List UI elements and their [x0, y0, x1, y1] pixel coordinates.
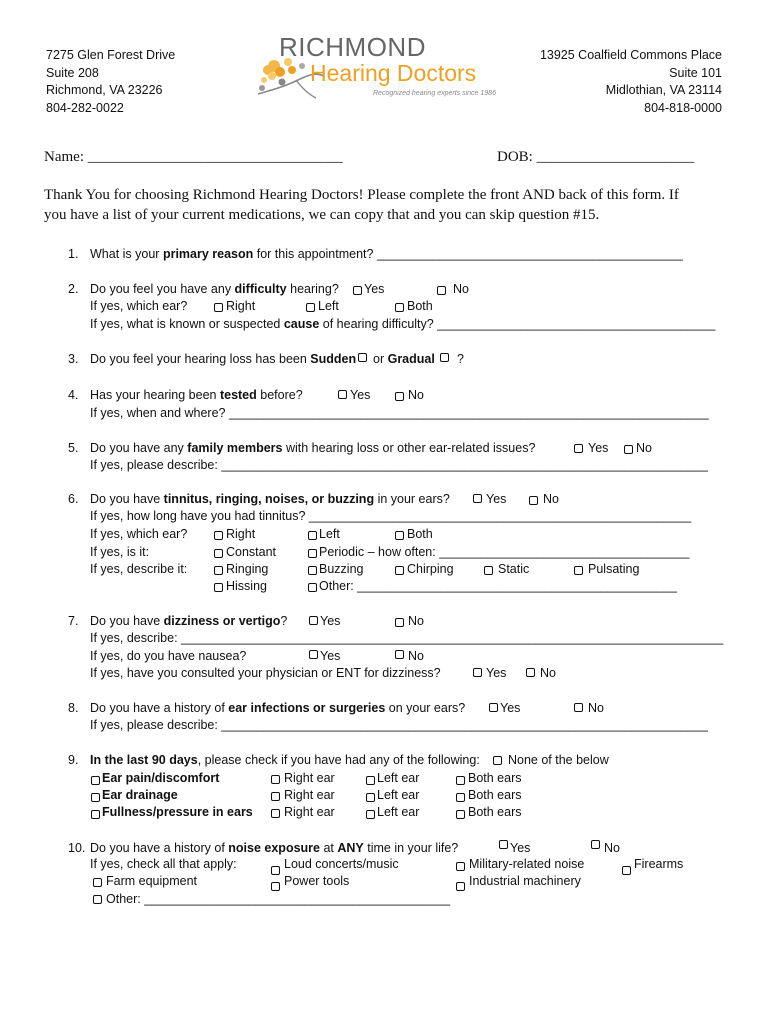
q5-yes-checkbox[interactable] — [574, 444, 583, 453]
q7-nausea-yes-label: Yes — [320, 649, 341, 663]
intro-line-2: you have a list of your current medications, we can copy that and you can skip question #15. — [44, 207, 600, 223]
q5-text — [90, 441, 535, 455]
q6-no-checkbox[interactable] — [529, 496, 538, 505]
q6-yes-checkbox[interactable] — [473, 494, 482, 503]
q9-none-checkbox[interactable] — [493, 756, 502, 765]
q8-text — [90, 701, 465, 715]
q7-consulted: If yes, have you consulted your physician or ENT for dizziness? — [90, 666, 441, 680]
q4-bold: tested — [219, 388, 257, 402]
q10-pre: Do you have a history of — [90, 841, 229, 855]
intro-line-1: Thank You for choosing Richmond Hearing Doctors! Please complete the front AND back of this form. If — [44, 187, 679, 203]
q6-hissing-checkbox[interactable] — [214, 583, 223, 592]
q2-left-label: Left — [318, 299, 339, 313]
q2-number: 2. — [68, 282, 79, 296]
right-address — [540, 47, 722, 117]
right-address-line: Midlothian, VA 23114 — [605, 83, 722, 97]
q2-text — [90, 282, 339, 296]
q9-ear-pain-right-label: Right ear — [284, 771, 335, 785]
q6-both-checkbox[interactable] — [395, 531, 404, 540]
q4-no-label: No — [408, 388, 424, 402]
q7-nausea-no-checkbox[interactable] — [395, 650, 404, 659]
right-address-line: Suite 101 — [669, 65, 722, 80]
q9-none-label: None of the below — [508, 753, 609, 767]
q9-fullness-left-label: Left ear — [377, 805, 420, 819]
q2-no-label: No — [453, 282, 469, 296]
q5-number: 5. — [68, 441, 79, 455]
q10-concerts-checkbox[interactable] — [271, 866, 280, 875]
q6-right-checkbox[interactable] — [214, 531, 223, 540]
q3-pre: Do you feel your hearing loss has been — [90, 352, 311, 366]
q10-no-checkbox[interactable] — [591, 840, 600, 849]
q5-no-label: No — [636, 441, 652, 455]
q3-sudden: Sudden — [310, 352, 357, 366]
q9-ear-pain-checkbox[interactable] — [91, 776, 100, 785]
q10-military-checkbox[interactable] — [456, 862, 465, 871]
q7-consulted-no-checkbox[interactable] — [526, 668, 535, 677]
q4-pre: Has your hearing been — [90, 388, 220, 402]
q8-yes-label: Yes — [500, 701, 521, 715]
q2-post: hearing? — [286, 282, 339, 296]
q6-static-checkbox[interactable] — [484, 566, 493, 575]
q4-number: 4. — [68, 388, 79, 402]
q2-which-ear: If yes, which ear? — [90, 299, 188, 313]
q2-yes-label: Yes — [364, 282, 385, 296]
q10-other-label[interactable]: Other: ____________________________________________ — [106, 892, 451, 906]
q7-number: 7. — [68, 614, 79, 628]
q9-ear-pain-both-checkbox[interactable] — [456, 776, 465, 785]
q7-text — [90, 614, 287, 628]
q7-nausea: If yes, do you have nausea? — [90, 649, 247, 663]
q4-yes-label: Yes — [350, 388, 371, 402]
q8-no-label: No — [588, 701, 604, 715]
q2-both-label: Both — [407, 299, 433, 313]
left-address-line: 804-282-0022 — [46, 100, 124, 115]
q9-text — [90, 753, 480, 767]
q6-ringing-checkbox[interactable] — [214, 566, 223, 575]
logo — [252, 30, 502, 105]
q6-describe-it: If yes, describe it: — [90, 562, 188, 576]
q7-yes-checkbox[interactable] — [309, 616, 318, 625]
q7-yes-label: Yes — [320, 614, 341, 628]
q3-mid: or — [373, 352, 388, 366]
dob-field[interactable]: DOB: _____________________ — [497, 149, 695, 165]
q9-fullness-both-label: Both ears — [468, 805, 522, 819]
q7-consulted-yes-label: Yes — [486, 666, 507, 680]
q6-constant-checkbox[interactable] — [214, 549, 223, 558]
q6-left-checkbox[interactable] — [308, 531, 317, 540]
q6-periodic-checkbox[interactable] — [308, 549, 317, 558]
q9-ear-pain-right-checkbox[interactable] — [271, 775, 280, 784]
q8-number: 8. — [68, 701, 79, 715]
q3-post: ? — [457, 352, 464, 366]
q1-bold: primary reason — [162, 247, 254, 261]
q6-pulsating-label: Pulsating — [588, 562, 640, 576]
q10-concerts-label: Loud concerts/music — [284, 857, 399, 871]
q10-industrial-label: Industrial machinery — [469, 874, 581, 888]
q2-both-checkbox[interactable] — [395, 303, 404, 312]
q8-post: on your ears? — [385, 701, 466, 715]
q3-gradual: Gradual — [387, 352, 435, 366]
q6-chirping-label: Chirping — [407, 562, 454, 576]
q1-post: for this appointment? ____________________________________________ — [253, 247, 683, 261]
logo-main-text: Hearing Doctors — [310, 60, 477, 86]
q10-bold1: noise exposure — [228, 841, 320, 855]
q9-fullness-label: Fullness/pressure in ears — [102, 805, 253, 819]
q10-farm-checkbox[interactable] — [93, 878, 102, 887]
q10-yes-checkbox[interactable] — [499, 840, 508, 849]
q10-military-label: Military-related noise — [469, 857, 585, 871]
q8-bold: ear infections or surgeries — [228, 701, 386, 715]
q2-cause-line[interactable] — [90, 317, 715, 331]
q6-left-label: Left — [319, 527, 340, 541]
q2-pre: Do you feel you have any — [90, 282, 235, 296]
q6-other-checkbox[interactable] — [308, 583, 317, 592]
q7-nausea-yes-checkbox[interactable] — [309, 650, 318, 659]
q6-buzzing-checkbox[interactable] — [308, 566, 317, 575]
right-address-line: 804-818-0000 — [644, 100, 722, 115]
q10-firearms-checkbox[interactable] — [622, 866, 631, 875]
q9-fullness-right-label: Right ear — [284, 805, 335, 819]
q6-pre: Do you have — [90, 492, 164, 506]
logo-tagline: Recognized hearing experts since 1986 — [373, 90, 496, 97]
q6-other-label[interactable]: Other: ______________________________________________ — [319, 579, 677, 593]
q9-drainage-both-checkbox[interactable] — [456, 793, 465, 802]
q5-no-checkbox[interactable] — [624, 445, 633, 454]
q6-ringing-label: Ringing — [226, 562, 269, 576]
q7-describe[interactable]: If yes, describe: ______________________________________________________________________________ — [90, 631, 724, 645]
q7-post: ? — [280, 614, 288, 628]
q9-bold: In the last 90 days — [90, 753, 198, 767]
q9-drainage-label: Ear drainage — [102, 788, 178, 802]
q5-describe[interactable]: If yes, please describe: ______________________________________________________________________ — [90, 458, 708, 472]
q9-fullness-right-checkbox[interactable] — [271, 809, 280, 818]
q2-no-checkbox[interactable] — [437, 286, 446, 295]
q6-text — [90, 492, 450, 506]
q6-periodic-label[interactable]: Periodic – how often: ____________________________________ — [319, 545, 690, 559]
q6-pulsating-checkbox[interactable] — [574, 566, 583, 575]
left-address-line: 7275 Glen Forest Drive — [46, 48, 176, 62]
q10-mid: at — [319, 841, 338, 855]
q5-pre: Do you have any — [90, 441, 188, 455]
left-address-line: Richmond, VA 23226 — [46, 83, 163, 97]
q10-number: 10. — [68, 841, 86, 855]
logo-top-text: RICHMOND — [279, 32, 426, 62]
q10-power-label: Power tools — [284, 874, 350, 888]
q7-nausea-no-label: No — [408, 649, 424, 663]
q7-consulted-no-label: No — [540, 666, 556, 680]
q2-bold: difficulty — [234, 282, 287, 296]
q4-text — [90, 388, 303, 402]
q2-yes-checkbox[interactable] — [353, 286, 362, 295]
q2-left-checkbox[interactable] — [306, 303, 315, 312]
q6-is-it: If yes, is it: — [90, 545, 150, 559]
q1-pre: What is your — [90, 247, 163, 261]
q6-bold: tinnitus, ringing, noises, or buzzing — [163, 492, 375, 506]
q9-drainage-right-label: Right ear — [284, 788, 335, 802]
q6-chirping-checkbox[interactable] — [395, 566, 404, 575]
q10-check-all: If yes, check all that apply: — [90, 857, 237, 871]
q9-drainage-checkbox[interactable] — [91, 793, 100, 802]
q3-sudden-checkbox[interactable] — [358, 353, 367, 362]
q7-no-label: No — [408, 614, 424, 628]
q4-no-checkbox[interactable] — [395, 392, 404, 401]
q2-cause-post: of hearing difficulty? ________________________________________ — [319, 317, 716, 331]
q8-pre: Do you have a history of — [90, 701, 229, 715]
q10-post: time in your life? — [363, 841, 459, 855]
q7-bold: dizziness or vertigo — [163, 614, 281, 628]
q6-buzzing-label: Buzzing — [319, 562, 364, 576]
q10-firearms-label: Firearms — [634, 857, 684, 871]
q3-gradual-checkbox[interactable] — [440, 353, 449, 362]
left-address — [46, 47, 175, 117]
q9-post: , please check if you have had any of the following: — [197, 753, 480, 767]
q9-ear-pain-left-checkbox[interactable] — [366, 776, 375, 785]
right-address-line: 13925 Coalfield Commons Place — [539, 48, 722, 62]
q5-yes-label: Yes — [588, 441, 609, 455]
q6-constant-label: Constant — [226, 545, 277, 559]
q8-no-checkbox[interactable] — [574, 703, 583, 712]
q6-right-label: Right — [226, 527, 256, 541]
q9-ear-pain-left-label: Left ear — [377, 771, 420, 785]
q10-yes-label: Yes — [510, 841, 531, 855]
q6-hissing-label: Hissing — [226, 579, 267, 593]
q6-how-long[interactable]: If yes, how long have you had tinnitus? _______________________________________________________ — [90, 509, 692, 523]
q5-bold: family members — [187, 441, 283, 455]
q6-static-label: Static — [498, 562, 530, 576]
q5-post: with hearing loss or other ear-related issues? — [282, 441, 536, 455]
q9-ear-pain-both-label: Both ears — [468, 771, 522, 785]
q10-industrial-checkbox[interactable] — [456, 882, 465, 891]
q2-right-checkbox[interactable] — [214, 303, 223, 312]
q7-pre: Do you have — [90, 614, 164, 628]
q2-cause-pre: If yes, what is known or suspected — [90, 317, 284, 331]
q7-consulted-yes-checkbox[interactable] — [473, 668, 482, 677]
q6-both-label: Both — [407, 527, 433, 541]
q3-text — [90, 352, 356, 366]
q2-cause-bold: cause — [283, 317, 320, 331]
q10-power-checkbox[interactable] — [271, 882, 280, 891]
q9-fullness-left-checkbox[interactable] — [366, 810, 375, 819]
q1-text[interactable] — [90, 247, 683, 261]
q7-no-checkbox[interactable] — [395, 618, 404, 627]
q2-right-label: Right — [226, 299, 256, 313]
q10-farm-label: Farm equipment — [106, 874, 198, 888]
q4-when-where[interactable]: If yes, when and where? _____________________________________________________________________ — [90, 406, 709, 420]
q6-number: 6. — [68, 492, 79, 506]
q6-no-label: No — [543, 492, 559, 506]
q9-fullness-both-checkbox[interactable] — [456, 810, 465, 819]
q10-text — [90, 841, 458, 855]
q10-bold2: ANY — [337, 841, 364, 855]
q9-number: 9. — [68, 753, 79, 767]
q9-drainage-right-checkbox[interactable] — [271, 792, 280, 801]
q4-yes-checkbox[interactable] — [338, 390, 347, 399]
q9-ear-pain-label: Ear pain/discomfort — [102, 771, 220, 785]
q9-drainage-both-label: Both ears — [468, 788, 522, 802]
q8-yes-checkbox[interactable] — [489, 703, 498, 712]
q9-drainage-left-label: Left ear — [377, 788, 420, 802]
name-field[interactable]: Name: __________________________________ — [44, 149, 343, 165]
q4-post: before? — [256, 388, 303, 402]
q3-gradual-text — [373, 352, 435, 366]
q8-describe[interactable]: If yes, please describe: ______________________________________________________________________ — [90, 718, 708, 732]
left-address-line: Suite 208 — [46, 65, 99, 80]
q10-no-label: No — [604, 841, 620, 855]
q1-number: 1. — [68, 247, 79, 261]
q6-yes-label: Yes — [486, 492, 507, 506]
q9-fullness-checkbox[interactable] — [91, 810, 100, 819]
q6-which-ear: If yes, which ear? — [90, 527, 188, 541]
q9-drainage-left-checkbox[interactable] — [366, 793, 375, 802]
q6-post: in your ears? — [374, 492, 450, 506]
q10-other-checkbox[interactable] — [93, 895, 102, 904]
q3-number: 3. — [68, 352, 79, 366]
